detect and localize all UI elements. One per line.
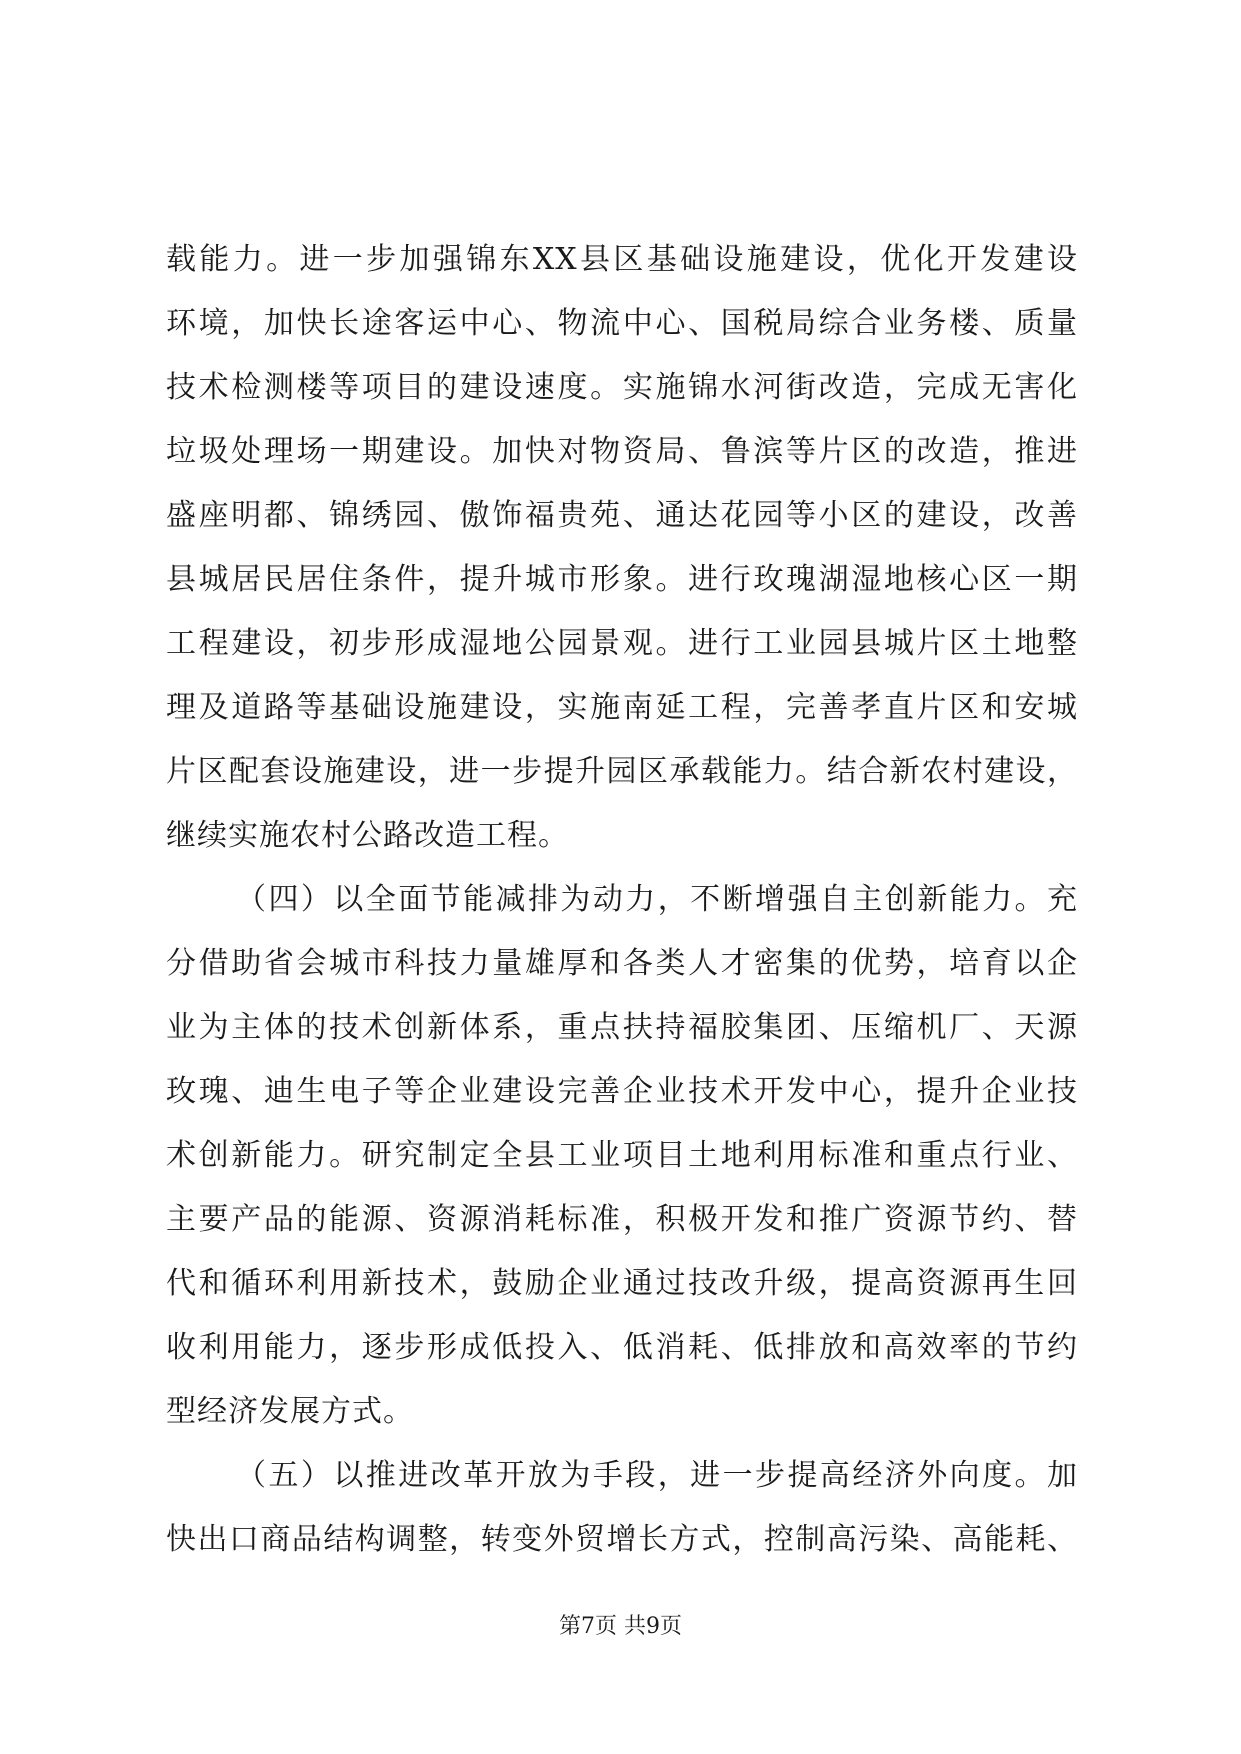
text-line: 垃圾处理场一期建设。加快对物资局、鲁滨等片区的改造，推进: [166, 434, 1078, 469]
text-line: 分借助省会城市科技力量雄厚和各类人才密集的优势，培育以企: [166, 946, 1078, 981]
text-line: 收利用能力，逐步形成低投入、低消耗、低排放和高效率的节约: [166, 1330, 1078, 1365]
text-line: 理及道路等基础设施建设，实施南延工程，完善孝直片区和安城: [166, 690, 1078, 725]
page-number-footer: 第7页 共9页: [559, 1614, 682, 1639]
text-line: 型经济发展方式。: [166, 1394, 414, 1429]
body-text: [166, 228, 1078, 1572]
text-line: 快出口商品结构调整，转变外贸增长方式，控制高污染、高能耗、: [166, 1522, 1078, 1557]
text-line: 环境，加快长途客运中心、物流中心、国税局综合业务楼、质量: [166, 306, 1078, 341]
text-line: 继续实施农村公路改造工程。: [166, 818, 569, 853]
text-line: 工程建设，初步形成湿地公园景观。进行工业园县城片区土地整: [166, 626, 1078, 661]
text-line: 代和循环利用新技术，鼓励企业通过技改升级，提高资源再生回: [166, 1266, 1078, 1301]
section-heading-line: （五）以推进改革开放为手段，进一步提高经济外向度。加: [236, 1458, 1078, 1493]
section-heading-line: （四）以全面节能减排为动力，不断增强自主创新能力。充: [236, 882, 1078, 917]
text-line: 玫瑰、迪生电子等企业建设完善企业技术开发中心，提升企业技: [166, 1074, 1078, 1109]
text-line: 主要产品的能源、资源消耗标准，积极开发和推广资源节约、替: [166, 1202, 1078, 1237]
text-line: 县城居民居住条件，提升城市形象。进行玫瑰湖湿地核心区一期: [166, 562, 1078, 597]
text-line: 片区配套设施建设，进一步提升园区承载能力。结合新农村建设，: [166, 754, 1078, 789]
text-line: 业为主体的技术创新体系，重点扶持福胶集团、压缩机厂、天源: [166, 1010, 1078, 1045]
text-line: 术创新能力。研究制定全县工业项目土地利用标准和重点行业、: [166, 1138, 1078, 1173]
text-line: 技术检测楼等项目的建设速度。实施锦水河街改造，完成无害化: [166, 370, 1078, 405]
text-line: 载能力。进一步加强锦东XX县区基础设施建设，优化开发建设: [166, 242, 1078, 277]
text-line: 盛座明都、锦绣园、傲饰福贵苑、通达花园等小区的建设，改善: [166, 498, 1078, 533]
